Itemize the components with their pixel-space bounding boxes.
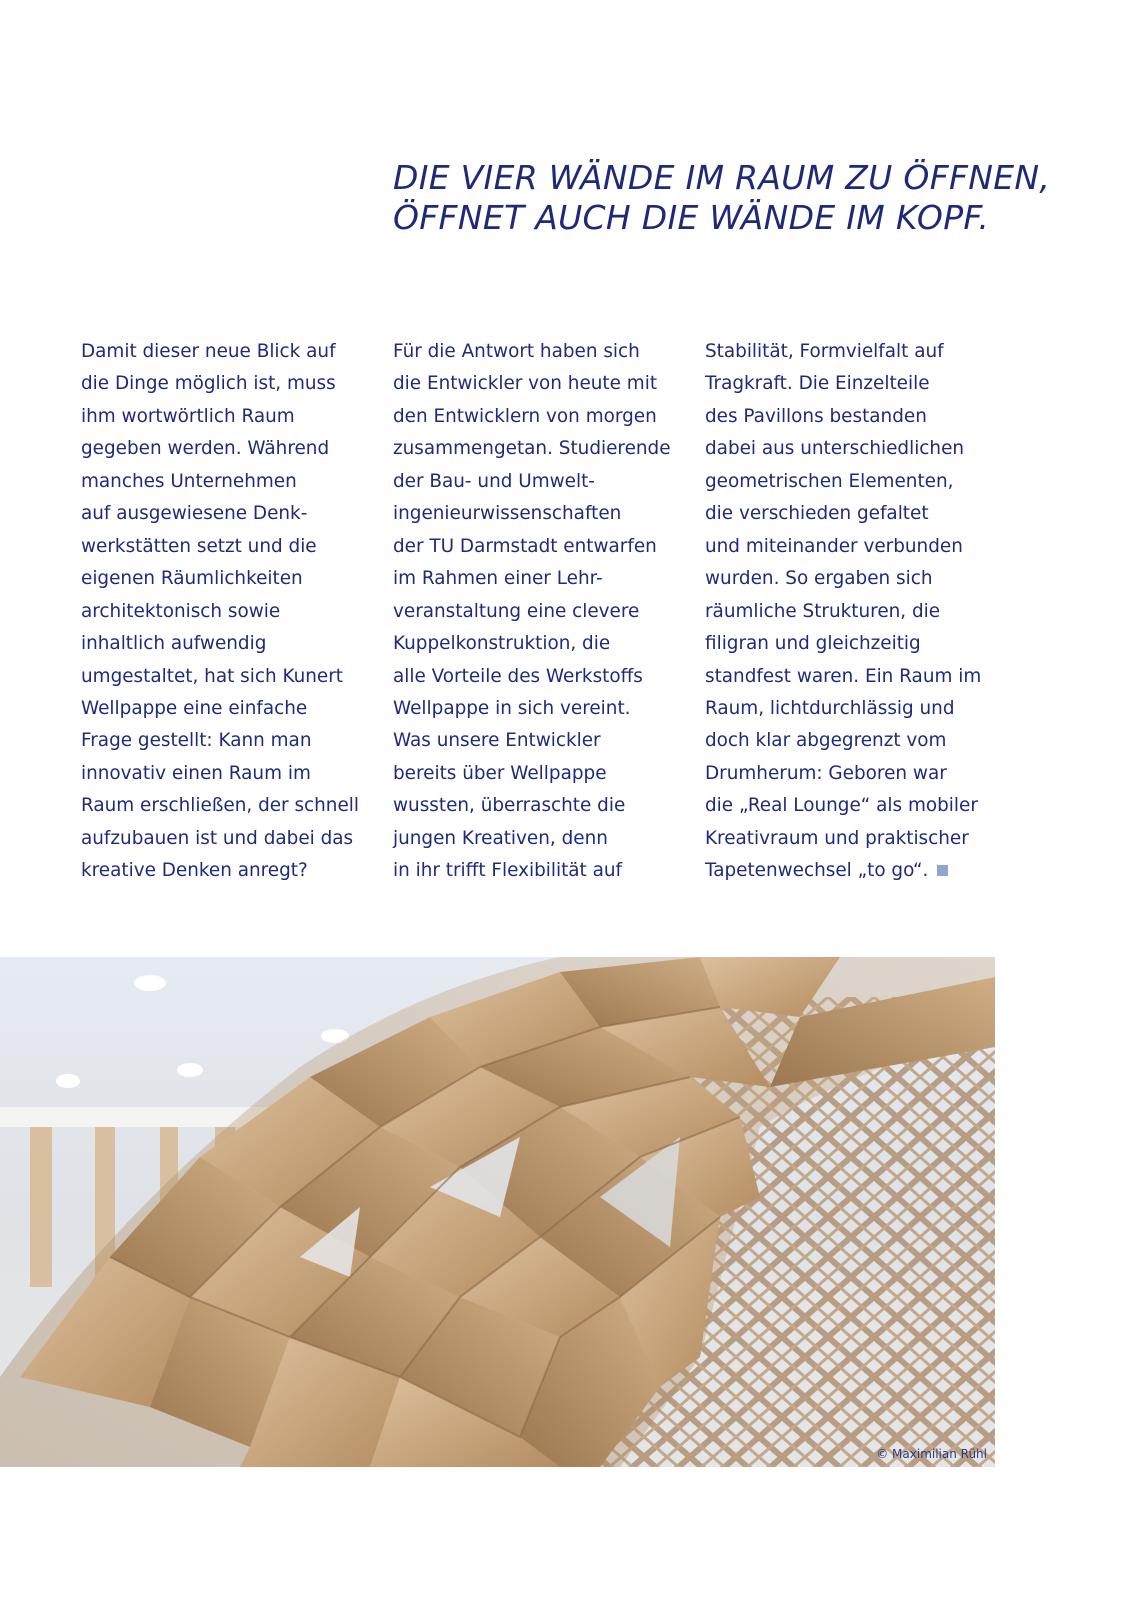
text-line: eigenen Räumlichkeiten (81, 568, 303, 590)
text-line: in ihr trifft Flexibilität auf (393, 860, 623, 882)
text-line: ihm wortwörtlich Raum (81, 405, 295, 427)
text-line: architektonisch sowie (81, 600, 281, 622)
text-line: doch klar abgegrenzt vom (705, 730, 947, 752)
text-line: Kreativraum und praktischer (705, 827, 969, 849)
text-line: Drumherum: Geboren war (705, 762, 947, 784)
text-line: den Entwicklern von morgen (393, 405, 657, 427)
text-line: Raum, lichtdurchlässig und (705, 697, 955, 719)
text-line: Wellpappe eine einfache (81, 697, 308, 719)
text-line: die Dinge möglich ist, muss (81, 373, 336, 395)
text-line: der TU Darmstadt entwarfen (393, 535, 657, 557)
text-line: zusammengetan. Studierende (393, 438, 671, 460)
text-line: wussten, überraschte die (393, 795, 626, 817)
text-line: die Entwickler von heute mit (393, 373, 658, 395)
text-line: kreative Denken anregt? (81, 860, 308, 882)
text-line: Für die Antwort haben sich (393, 341, 640, 362)
text-line: Raum erschließen, der schnell (81, 795, 359, 817)
text-line: gegeben werden. Während (81, 438, 330, 460)
text-line: des Pavillons bestanden (705, 405, 927, 427)
end-of-article-square-icon (937, 865, 948, 876)
text-column-3 (705, 336, 1005, 888)
text-line: Kuppelkonstruktion, die (393, 633, 611, 655)
cardboard-dome-illustration (0, 957, 995, 1467)
text-line: und miteinander verbunden (705, 535, 963, 557)
text-line: inhaltlich aufwendig (81, 633, 267, 655)
text-column-1 (81, 336, 381, 888)
text-line: jungen Kreativen, denn (393, 827, 608, 849)
text-line: umgestaltet, hat sich Kunert (81, 665, 343, 687)
text-line: bereits über Wellpappe (393, 762, 607, 784)
text-line: der Bau- und Umwelt- (393, 470, 595, 492)
cardboard-pavilion-photo (0, 957, 995, 1467)
text-line: Tragkraft. Die Einzelteile (705, 373, 930, 395)
text-column-2 (393, 336, 693, 888)
text-line: räumliche Strukturen, die (705, 600, 941, 622)
headline-line-2: ÖFFNET AUCH DIE WÄNDE IM KOPF. (393, 198, 990, 237)
text-line: innovativ einen Raum im (81, 762, 311, 784)
text-line: Stabilität, Formvielfalt auf (705, 341, 944, 362)
text-line: standfest waren. Ein Raum im (705, 665, 982, 687)
text-line: Frage gestellt: Kann man (81, 730, 312, 752)
photo-credit: © Maximilian Rühl (876, 1447, 987, 1461)
text-line: Was unsere Entwickler (393, 730, 601, 752)
text-line: wurden. So ergaben sich (705, 568, 933, 590)
headline (393, 158, 1093, 238)
headline-line-1: DIE VIER WÄNDE IM RAUM ZU ÖFFNEN, (393, 158, 1051, 197)
text-line: alle Vorteile des Werkstoffs (393, 665, 643, 687)
text-line: Damit dieser neue Blick auf (81, 341, 336, 362)
text-line: ingenieurwissenschaften (393, 503, 622, 525)
text-line: Tapetenwechsel „to go“. (705, 860, 929, 882)
text-line: werkstätten setzt und die (81, 535, 317, 557)
text-line: aufzubauen ist und dabei das (81, 827, 354, 849)
text-line: filigran und gleichzeitig (705, 633, 921, 655)
text-line: im Rahmen einer Lehr- (393, 568, 603, 590)
text-line-last (705, 855, 1005, 887)
text-line: die verschieden gefaltet (705, 503, 929, 525)
text-line: manches Unternehmen (81, 470, 297, 492)
text-line: veranstaltung eine clevere (393, 600, 640, 622)
text-line: Wellpappe in sich vereint. (393, 697, 631, 719)
text-line: dabei aus unterschiedlichen (705, 438, 965, 460)
text-line: die „Real Lounge“ als mobiler (705, 795, 978, 817)
text-line: geometrischen Elementen, (705, 470, 954, 492)
text-line: auf ausgewiesene Denk- (81, 503, 308, 525)
